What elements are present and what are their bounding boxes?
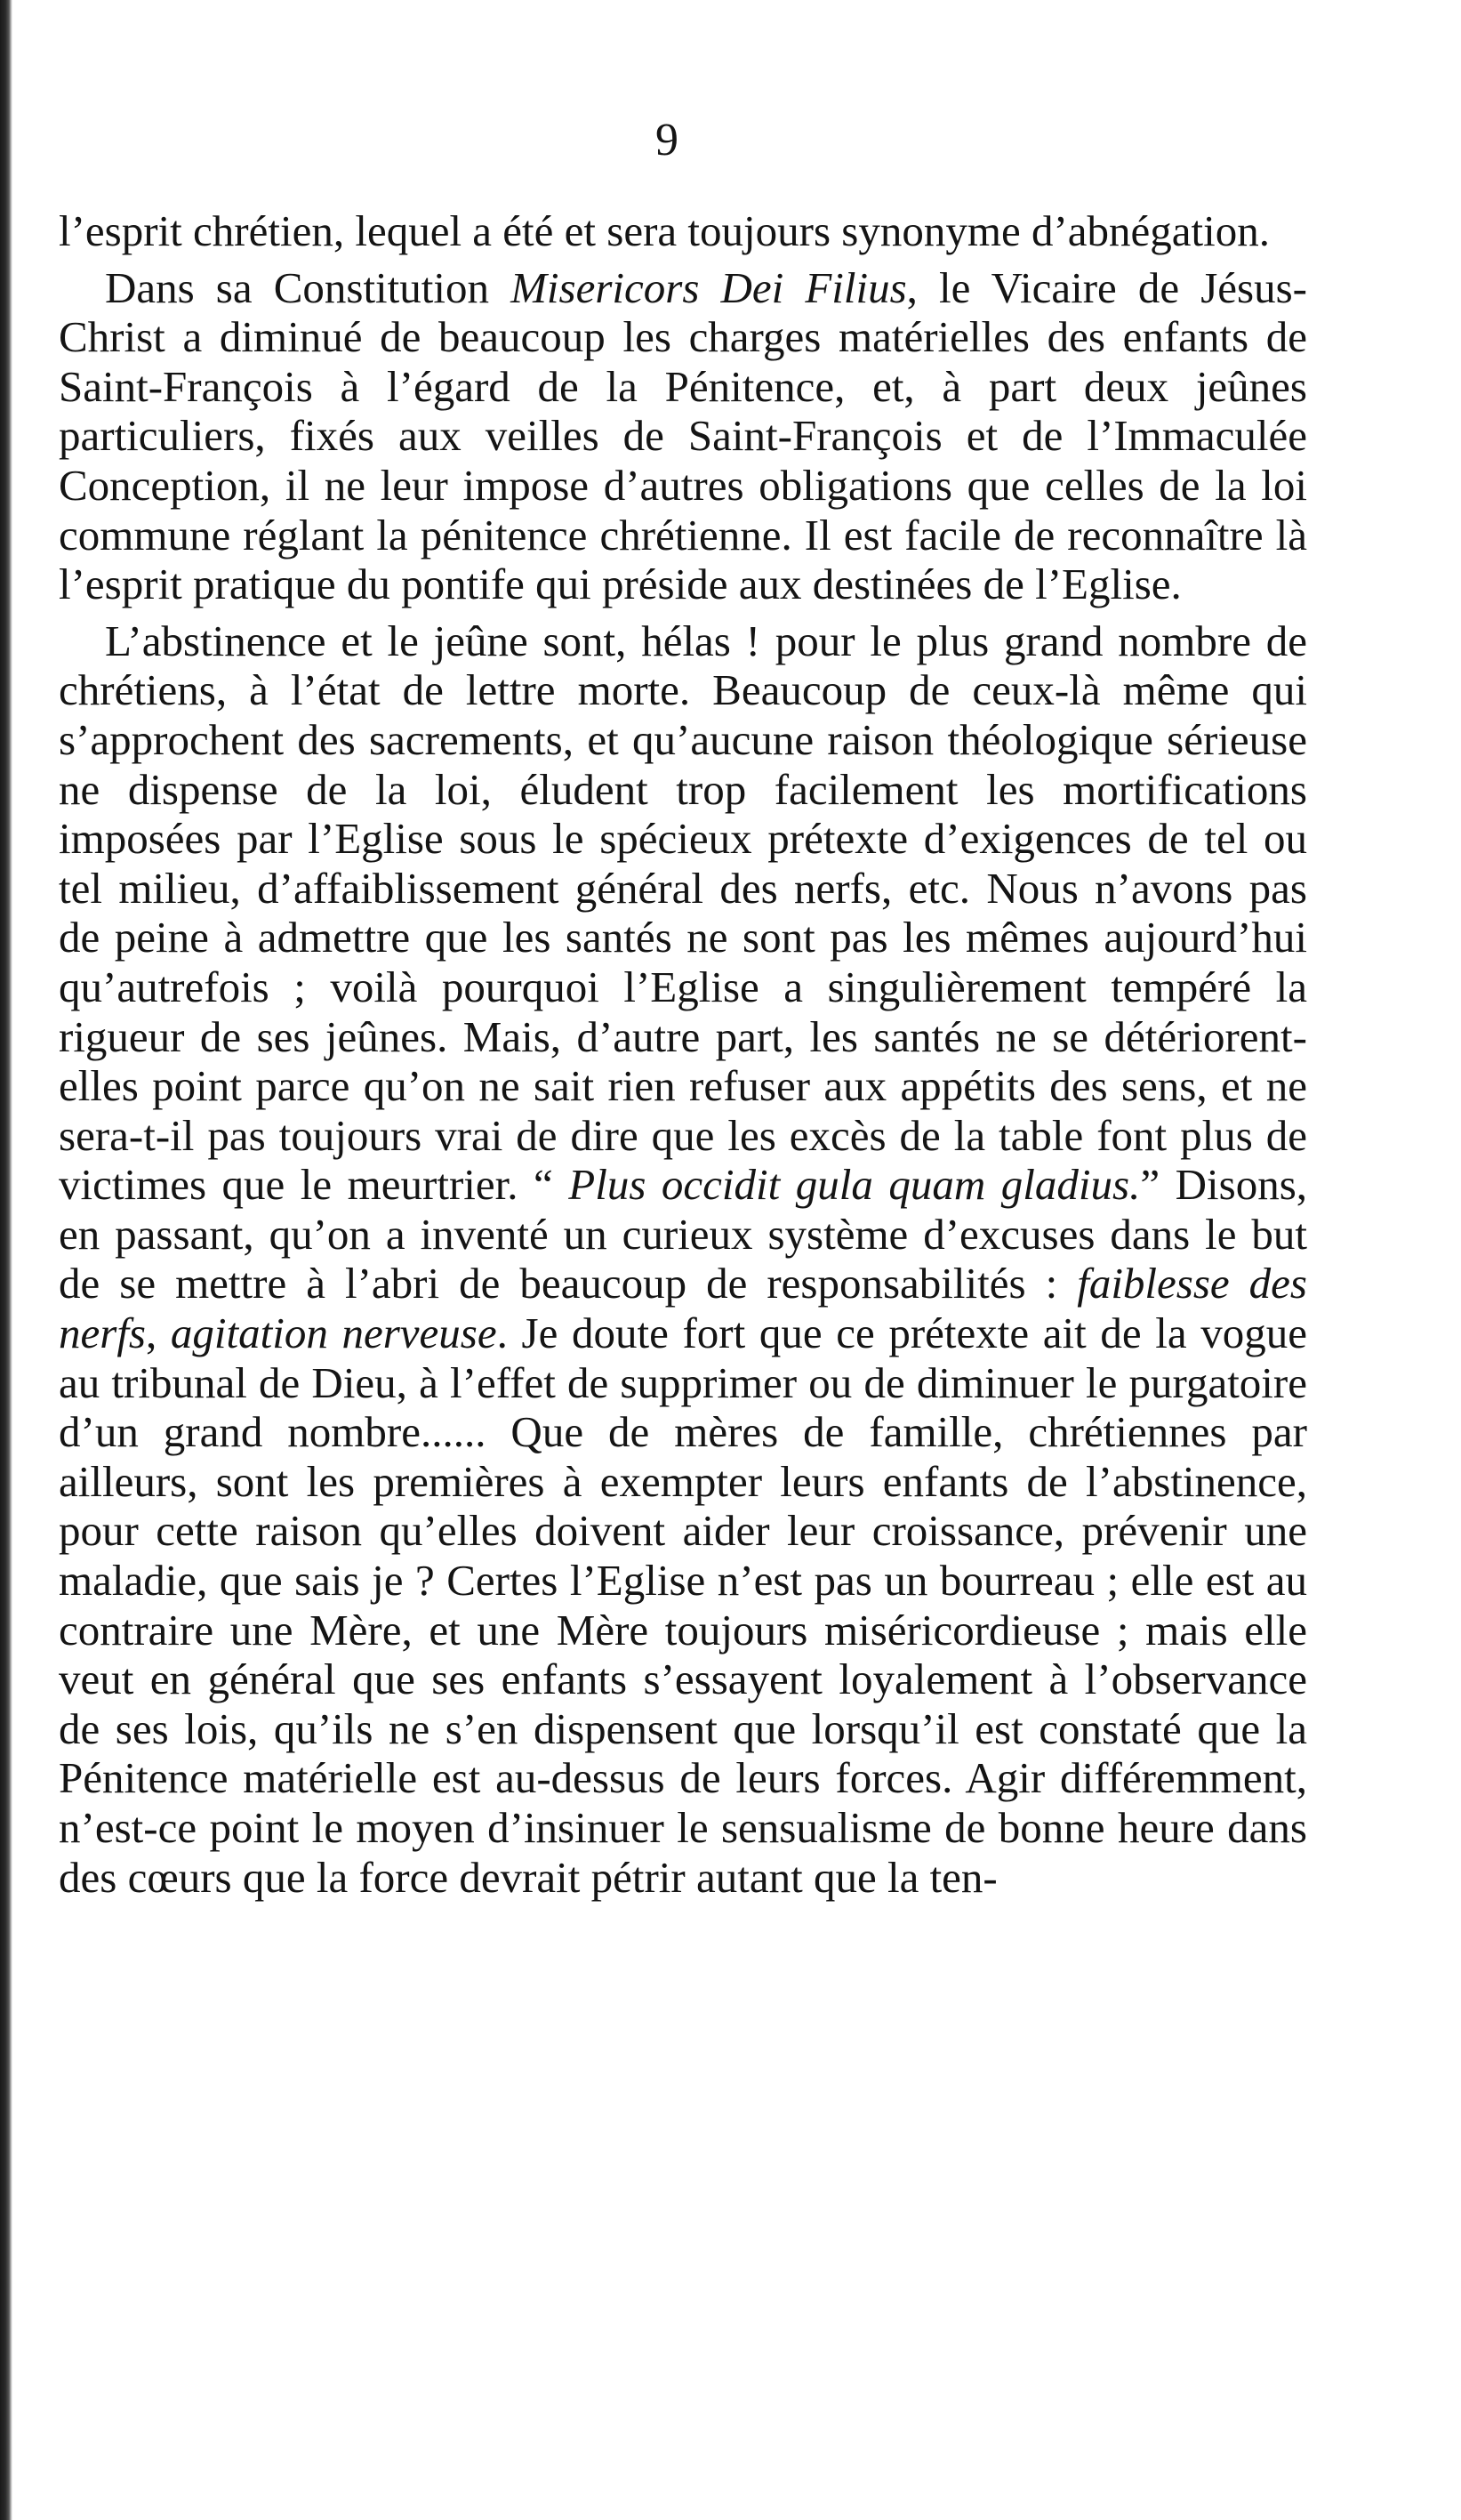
paragraph-2-text-b: , le Vicaire de Jésus-Christ a diminué de beaucoup les charges matérielles des enfants de Saint-François à l’égard de la Pénitence, et, à part deux jeûnes particuliers, fixés aux veilles de Saint-François et de l’Immaculée Conception, il ne leur impose d’autres obligations que celles de la loi commune réglant la pénitence chrétienne. Il est facile de reconnaître là l’esprit pratique du pontife qui préside aux destinées de l’Eglise. (59, 262, 1307, 609)
excuse-2: agitation nerveuse (170, 1308, 497, 1358)
page-binding-edge (0, 0, 12, 2520)
page-number: 9 (655, 115, 678, 165)
excuse-1: faiblesse des nerfs (59, 1259, 1307, 1358)
paragraph-3 (59, 616, 1307, 1902)
constitution-title: Misericors Dei Filius (510, 262, 907, 312)
paragraph-3-text-b: ” Disons, en passant, qu’on a inventé un curieux système d’excuses dans le but de se mettre à l’abri de beaucoup de responsabilités : (59, 1160, 1308, 1308)
paragraph-3-text-c: , (146, 1308, 171, 1358)
body-text (59, 206, 1307, 1902)
paragraph-2-text-a: Dans sa Constitution (105, 262, 511, 312)
paragraph-1 (59, 206, 1307, 256)
paragraph-3-text-d: . Je doute fort que ce prétexte ait de la vogue au tribunal de Dieu, à l’effet de supprimer ou de diminuer le purgatoire d’un grand nombre...... Que de mères de famille, chrétiennes par ailleurs, sont les premières à exempter leurs enfants de l’abstinence, pour cette raison qu’elles doivent aider leur croissance, prévenir une maladie, que sais je ? Certes l’Eglise n’est pas un bourreau ; elle est au contraire une Mère, et une Mère toujours miséricordieuse ; mais elle veut en général que ses enfants s’essayent loyalement à l’observance de ses lois, qu’ils ne s’en dispensent que lorsqu’il est constaté que la Pénitence matérielle est au-dessus de leurs forces. Agir différemment, n’est-ce point le moyen d’insinuer le sensualisme de bonne heure dans des cœurs que la force devrait pétrir autant que la ten- (59, 1308, 1308, 1902)
paragraph-1-text: l’esprit chrétien, lequel a été et sera toujours synonyme d’abnégation. (59, 206, 1270, 255)
paragraph-2 (59, 263, 1307, 609)
paragraph-3-text-a: L’abstinence et le jeûne sont, hélas ! pour le plus grand nombre de chrétiens, à l’état de lettre morte. Beaucoup de ceux-là même qui s’approchent des sacrements, et qu’aucune raison théologique sérieuse ne dispense de la loi, éludent trop facilement les mortifications imposées par l’Eglise sous le spécieux prétexte d’exigences de tel ou tel milieu, d’affaiblissement général des nerfs, etc. Nous n’avons pas de peine à admettre que les santés ne sont pas les mêmes aujourd’hui qu’autrefois ; voilà pourquoi l’Eglise a singulièrement tempéré la rigueur de ses jeûnes. Mais, d’autre part, les santés ne se détériorent-elles point parce qu’on ne sait rien refuser aux appétits des sens, et ne sera-t-il pas toujours vrai de dire que les excès de la table font plus de victimes que le meurtrier. “ (59, 616, 1307, 1210)
latin-quote: Plus occidit gula quam gladius. (568, 1160, 1141, 1210)
